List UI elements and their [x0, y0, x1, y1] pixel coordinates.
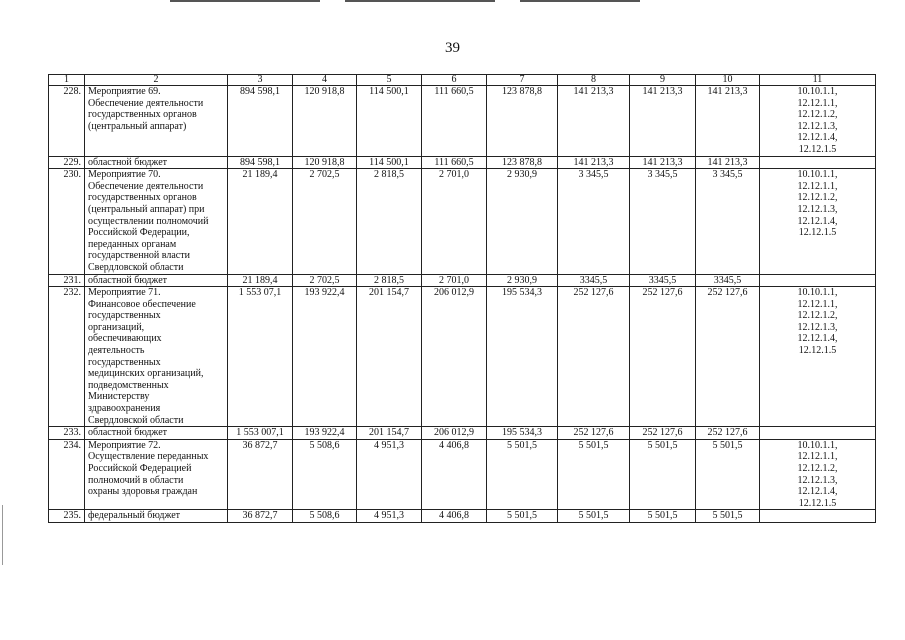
- row-name: Мероприятие 69. Обеспечение деятельности государственных органов (центральный аппарат): [85, 86, 228, 157]
- header-row: [49, 75, 876, 86]
- value-col-4: 2 702,5: [293, 169, 357, 274]
- value-total: 36 872,7: [228, 510, 293, 523]
- value-col-6: 111 660,5: [422, 156, 487, 169]
- column-header: 10: [696, 75, 760, 86]
- column-header: 8: [558, 75, 630, 86]
- value-col-6: 4 406,8: [422, 439, 487, 510]
- value-col-7: 123 878,8: [487, 156, 558, 169]
- value-col-10: 141 213,3: [696, 156, 760, 169]
- value-col-7: 5 501,5: [487, 439, 558, 510]
- value-col-6: 2 701,0: [422, 274, 487, 287]
- value-col-8: 5 501,5: [558, 510, 630, 523]
- column-header: 5: [357, 75, 422, 86]
- row-number: 234.: [49, 439, 85, 510]
- value-col-8: 141 213,3: [558, 156, 630, 169]
- row-name: областной бюджет: [85, 274, 228, 287]
- value-col-7: 2 930,9: [487, 274, 558, 287]
- measure-row: [49, 439, 876, 510]
- row-name: Мероприятие 71. Финансовое обеспечение государственных организаций, обеспечивающих деятельность государственных медицинских организаций, подведомственных Министерству здравоохранения Свердловской области: [85, 287, 228, 427]
- target-indicator-codes: [760, 427, 876, 440]
- value-col-4: 120 918,8: [293, 86, 357, 157]
- value-total: 894 598,1: [228, 86, 293, 157]
- value-total: 1 553 007,1: [228, 427, 293, 440]
- row-number: 230.: [49, 169, 85, 274]
- budget-source-row: [49, 510, 876, 523]
- value-col-5: 2 818,5: [357, 169, 422, 274]
- value-col-10: 3 345,5: [696, 169, 760, 274]
- row-name: областной бюджет: [85, 156, 228, 169]
- value-col-9: 141 213,3: [630, 156, 696, 169]
- value-col-8: 3 345,5: [558, 169, 630, 274]
- value-col-8: 5 501,5: [558, 439, 630, 510]
- row-number: 228.: [49, 86, 85, 157]
- value-col-10: 252 127,6: [696, 287, 760, 427]
- value-col-7: 123 878,8: [487, 86, 558, 157]
- budget-table: [48, 74, 876, 523]
- value-col-10: 252 127,6: [696, 427, 760, 440]
- value-col-7: 195 534,3: [487, 287, 558, 427]
- target-indicator-codes: [760, 156, 876, 169]
- column-header: 3: [228, 75, 293, 86]
- measure-row: [49, 86, 876, 157]
- measure-row: [49, 287, 876, 427]
- scan-edge-line: [520, 0, 640, 2]
- column-header: 4: [293, 75, 357, 86]
- value-total: 21 189,4: [228, 169, 293, 274]
- value-col-5: 201 154,7: [357, 427, 422, 440]
- value-col-10: 141 213,3: [696, 86, 760, 157]
- value-col-9: 3345,5: [630, 274, 696, 287]
- value-col-6: 111 660,5: [422, 86, 487, 157]
- value-col-8: 3345,5: [558, 274, 630, 287]
- column-header: 7: [487, 75, 558, 86]
- target-indicator-codes: [760, 510, 876, 523]
- value-col-4: 5 508,6: [293, 510, 357, 523]
- value-col-7: 195 534,3: [487, 427, 558, 440]
- target-indicator-codes: 10.10.1.1, 12.12.1.1, 12.12.1.2, 12.12.1.3, 12.12.1.4, 12.12.1.5: [760, 439, 876, 510]
- measure-row: [49, 169, 876, 274]
- value-col-5: 4 951,3: [357, 510, 422, 523]
- row-name: областной бюджет: [85, 427, 228, 440]
- value-col-5: 201 154,7: [357, 287, 422, 427]
- value-col-10: 5 501,5: [696, 510, 760, 523]
- row-name: Мероприятие 70. Обеспечение деятельности государственных органов (центральный аппарат) при осуществлении полномочий Российской Федерации, переданных органам государственной власти Свердловской области: [85, 169, 228, 274]
- value-col-8: 252 127,6: [558, 287, 630, 427]
- target-indicator-codes: 10.10.1.1, 12.12.1.1, 12.12.1.2, 12.12.1.3, 12.12.1.4, 12.12.1.5: [760, 169, 876, 274]
- column-header: 11: [760, 75, 876, 86]
- row-number: 229.: [49, 156, 85, 169]
- row-number: 231.: [49, 274, 85, 287]
- value-col-9: 141 213,3: [630, 86, 696, 157]
- value-col-6: 4 406,8: [422, 510, 487, 523]
- value-col-4: 193 922,4: [293, 427, 357, 440]
- column-header: 6: [422, 75, 487, 86]
- value-total: 894 598,1: [228, 156, 293, 169]
- value-col-10: 3345,5: [696, 274, 760, 287]
- value-col-6: 206 012,9: [422, 287, 487, 427]
- value-col-9: 3 345,5: [630, 169, 696, 274]
- row-name: Мероприятие 72. Осуществление переданных Российской Федерацией полномочий в области охраны здоровья граждан: [85, 439, 228, 510]
- column-header: 1: [49, 75, 85, 86]
- value-col-7: 5 501,5: [487, 510, 558, 523]
- value-col-4: 120 918,8: [293, 156, 357, 169]
- page-number: 39: [445, 40, 460, 56]
- budget-source-row: [49, 274, 876, 287]
- row-number: 233.: [49, 427, 85, 440]
- budget-source-row: [49, 427, 876, 440]
- value-col-5: 114 500,1: [357, 156, 422, 169]
- value-col-6: 2 701,0: [422, 169, 487, 274]
- scan-edge-line: [170, 0, 320, 2]
- value-col-6: 206 012,9: [422, 427, 487, 440]
- value-col-9: 5 501,5: [630, 510, 696, 523]
- value-col-4: 193 922,4: [293, 287, 357, 427]
- row-number: 235.: [49, 510, 85, 523]
- target-indicator-codes: 10.10.1.1, 12.12.1.1, 12.12.1.2, 12.12.1.3, 12.12.1.4, 12.12.1.5: [760, 86, 876, 157]
- target-indicator-codes: 10.10.1.1, 12.12.1.1, 12.12.1.2, 12.12.1.3, 12.12.1.4, 12.12.1.5: [760, 287, 876, 427]
- value-total: 36 872,7: [228, 439, 293, 510]
- value-col-4: 2 702,5: [293, 274, 357, 287]
- value-col-8: 252 127,6: [558, 427, 630, 440]
- value-col-9: 252 127,6: [630, 287, 696, 427]
- value-col-4: 5 508,6: [293, 439, 357, 510]
- column-header: 9: [630, 75, 696, 86]
- value-col-10: 5 501,5: [696, 439, 760, 510]
- scan-margin-mark: [2, 505, 3, 565]
- value-col-8: 141 213,3: [558, 86, 630, 157]
- value-total: 21 189,4: [228, 274, 293, 287]
- value-col-7: 2 930,9: [487, 169, 558, 274]
- target-indicator-codes: [760, 274, 876, 287]
- value-col-5: 114 500,1: [357, 86, 422, 157]
- value-col-5: 4 951,3: [357, 439, 422, 510]
- column-header: 2: [85, 75, 228, 86]
- value-col-5: 2 818,5: [357, 274, 422, 287]
- scan-edge-line: [345, 0, 495, 2]
- value-col-9: 5 501,5: [630, 439, 696, 510]
- value-total: 1 553 07,1: [228, 287, 293, 427]
- row-number: 232.: [49, 287, 85, 427]
- table-body: [49, 86, 876, 523]
- row-name: федеральный бюджет: [85, 510, 228, 523]
- budget-source-row: [49, 156, 876, 169]
- value-col-9: 252 127,6: [630, 427, 696, 440]
